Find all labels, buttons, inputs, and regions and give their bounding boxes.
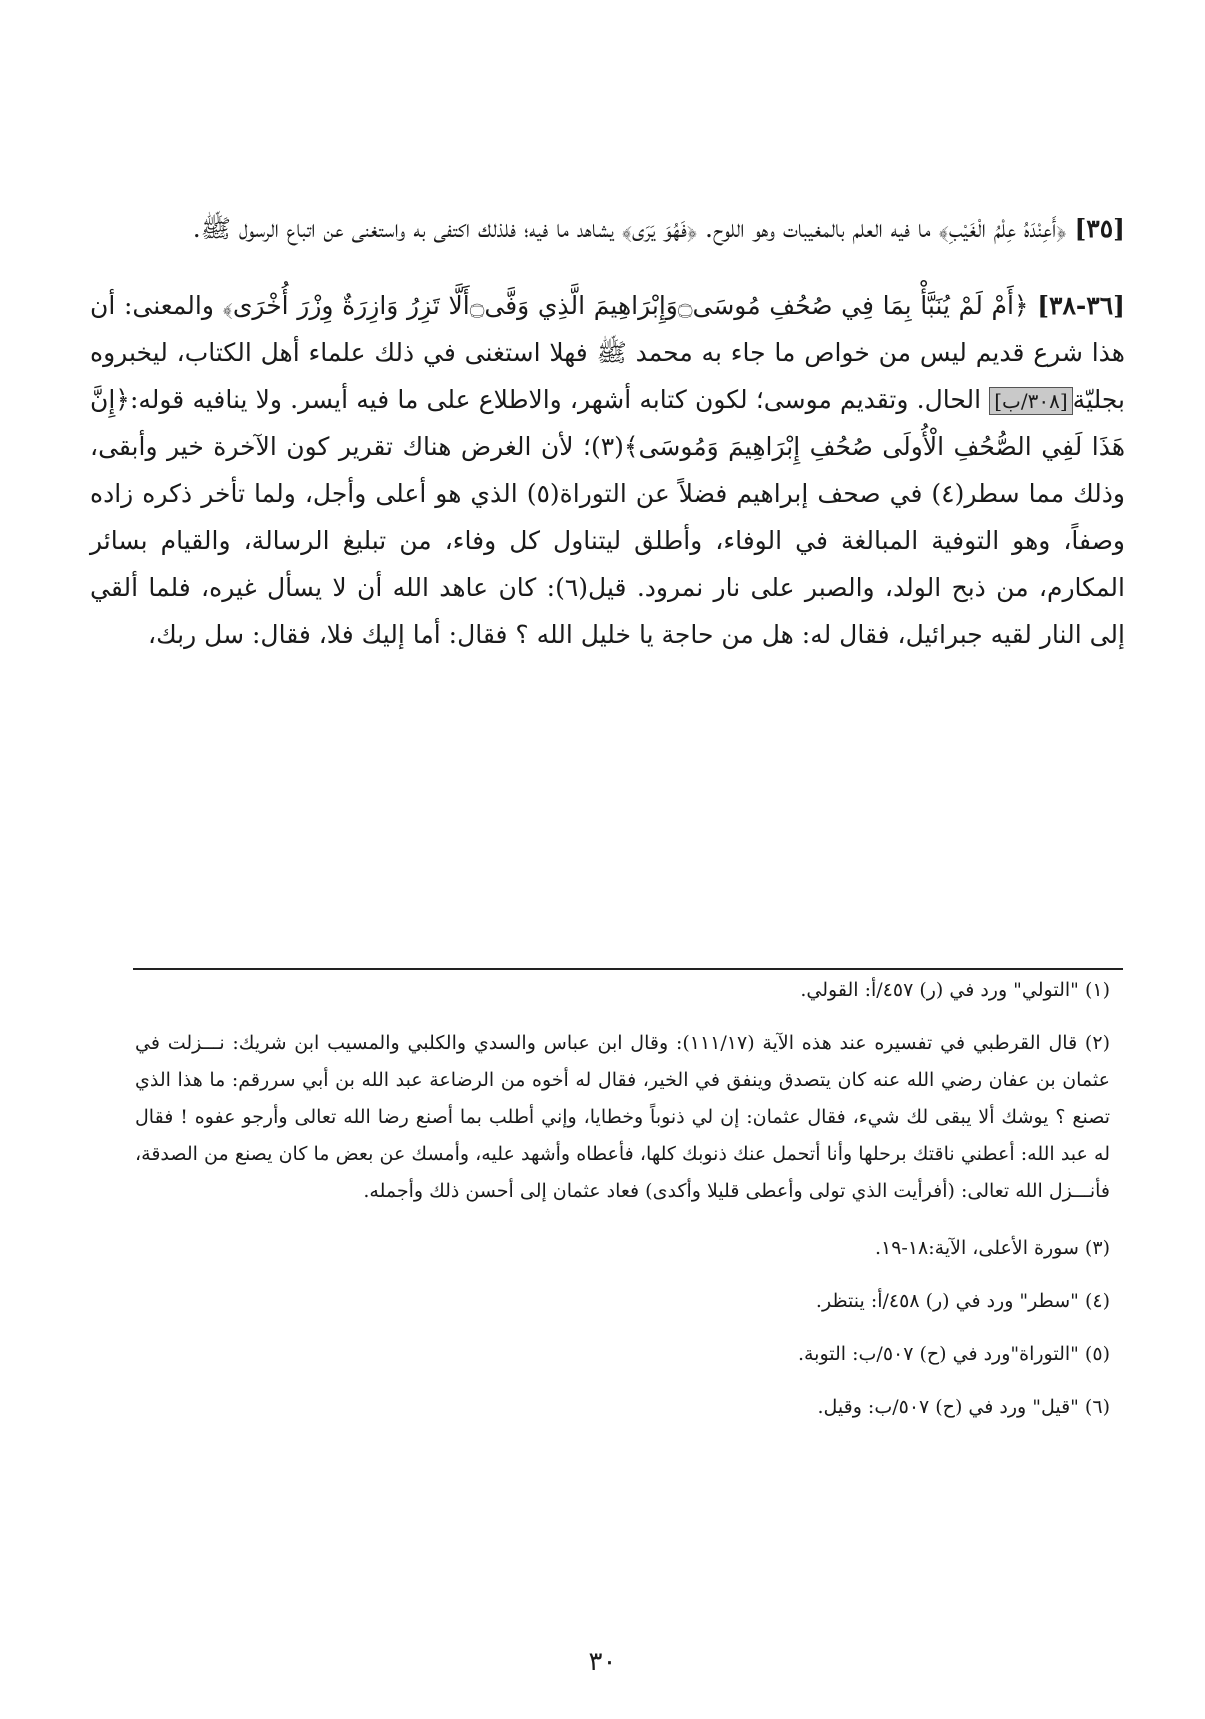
footnote-1: (١) "التولي" ورد في (ر) ٤٥٧/أ: القولي. — [800, 979, 1110, 1001]
footnote-3: (٣) سورة الأعلى، الآية:١٨-١٩. — [874, 1237, 1110, 1259]
manuscript-folio-marker: [٣٠٨/ب] — [989, 387, 1072, 415]
footnote-4: (٤) "سطر" ورد في (ر) ٤٥٨/أ: ينتظر. — [815, 1290, 1110, 1312]
main-text — [90, 205, 1125, 684]
paragraph-verse-36-38 — [90, 282, 1125, 658]
footnote-5: (٥) "التوراة"ورد في (ح) ٥٠٧/ب: التوبة. — [797, 1343, 1110, 1365]
footnote-divider — [133, 968, 1123, 970]
verse-number: [٣٥] — [1074, 214, 1125, 243]
paragraph-text: ﴿أَمْ لَمْ يُنَبَّأْ بِمَا فِي صُحُفِ مُوسَى۝وَإِبْرَاهِيمَ الَّذِي وَفَّى۝أَلَّا تَزِرُ وَازِرَةٌ وِزْرَ أُخْرَى﴾ والمعنى: أن هذا شرع قديم ليس من خواص ما جاء به محمد ﷺ فهلا استغنى في ذلك علماء أهل الكتاب، ليخبروه بجليّة — [90, 291, 1125, 414]
paragraph-text-continued: الحال. وتقديم موسى؛ لكون كتابه أشهر، والاطلاع على ما فيه أيسر. ولا ينافيه قوله:﴿إِنَّ هَذَا لَفِي الصُّحُفِ الْأُولَى صُحُفِ إِبْرَاهِيمَ وَمُوسَى﴾(٣)؛ لأن الغرض هناك تقرير كون الآخرة خير وأبقى، وذلك مما سطر(٤) في صحف إبراهيم فضلاً عن التوراة(٥) الذي هو أعلى وأجل، ولما تأخر ذكره زاده وصفاً، وهو التوفية المبالغة في الوفاء، وأطلق ليتناول كل وفاء، من تبليغ الرسالة، والقيام بسائر المكارم، من ذبح الولد، والصبر على نار نمرود. قيل(٦): كان عاهد الله أن لا يسأل غيره، فلما ألقي إلى النار لقيه جبرائيل، فقال له: هل من حاجة يا خليل الله ؟ فقال: أما إليك فلا، فقال: سل ربك، — [90, 385, 1125, 649]
footnote-6: (٦) "قيل" ورد في (ح) ٥٠٧/ب: وقيل. — [817, 1396, 1110, 1418]
paragraph-verse-35 — [90, 205, 1125, 252]
page-number: ٣٠ — [588, 1647, 617, 1677]
footnote-2: (٢) قال القرطبي في تفسيره عند هذه الآية (١١١/١٧): وقال ابن عباس والسدي والكلبي والمسيب ابن شريك: نـــزلت في عثمان بن عفان رضي الله عنه كان يتصدق وينفق في الخير، فقال له أخوه من الرضاعة عبد الله بن أبي سررقم: ما هذا الذي تصنع ؟ يوشك ألا يبقى لك شيء، فقال عثمان: إن لي ذنوباً وخطايا، وإني أطلب بما أصنع رضا الله تعالى وأرجو عفوه ! فقال له عبد الله: أعطني ناقتك برحلها وأنا أتحمل عنك ذنوبك كلها، فأعطاه وأشهد عليه، وأمسك عن بعض ما كان يصنع من الصدقة، فأنـــزل الله تعالى: (أفرأيت الذي تولى وأعطى قليلا وأكدى) فعاد عثمان إلى أحسن ذلك وأجمله. — [135, 1032, 1110, 1202]
footnotes — [135, 972, 1110, 1442]
paragraph-text: ﴿أَعِنْدَهُ عِلْمُ الْغَيْبِ﴾ ما فيه العلم بالمغيبات وهو اللوح. ﴿فَهُوَ يَرَى﴾ يشاهد ما فيه؛ فلذلك اكتفى به واستغنى عن اتباع الرسول ﷺ. — [192, 214, 1075, 243]
verse-number: [٣٦-٣٨] — [1037, 291, 1125, 320]
